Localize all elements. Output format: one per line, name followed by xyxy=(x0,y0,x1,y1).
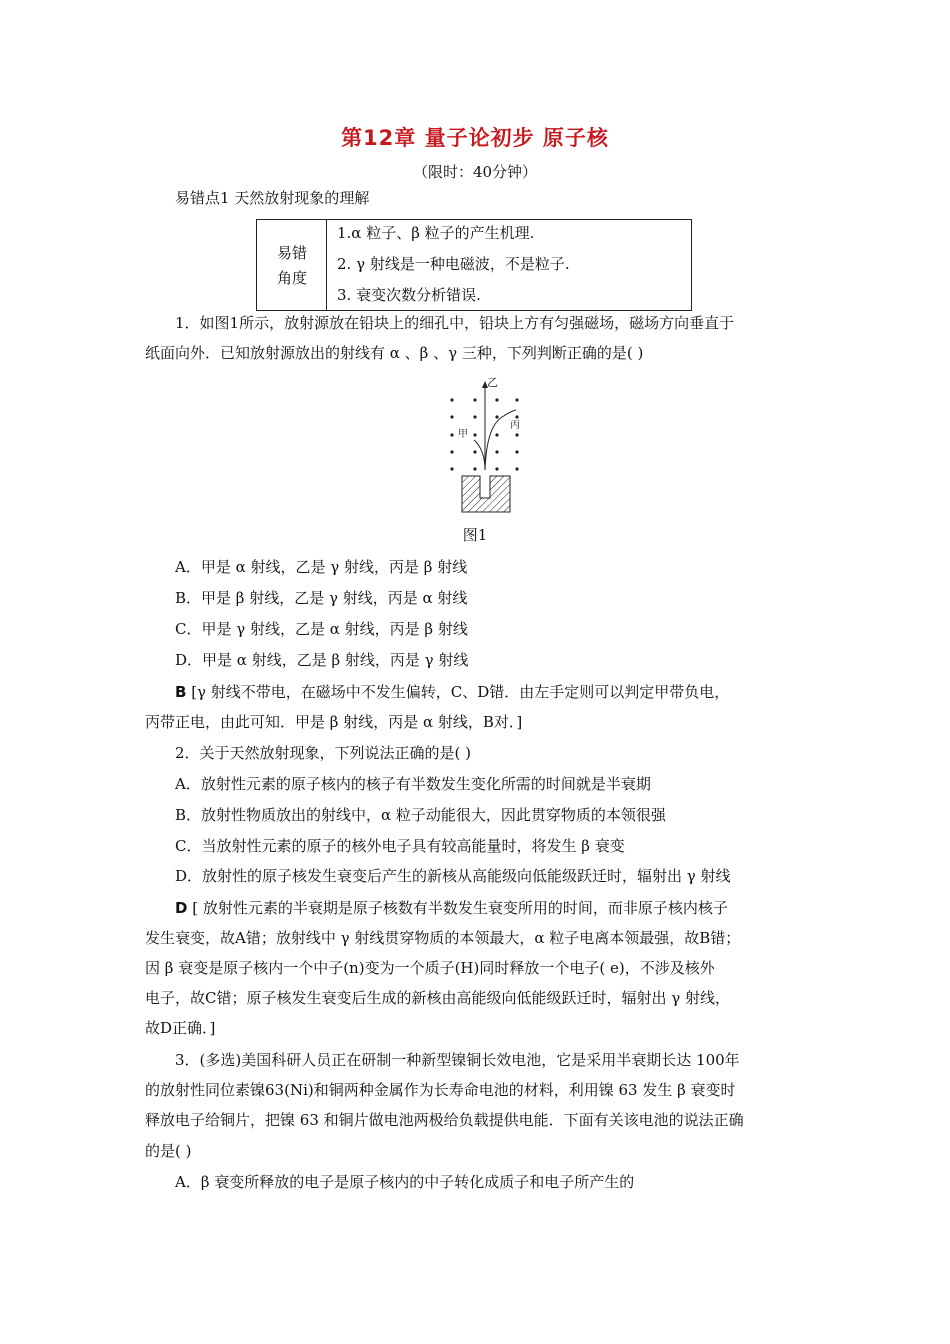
ray-jia xyxy=(474,440,485,470)
table-item: 1.α 粒子、β 粒子的产生机理. xyxy=(337,224,535,242)
q2-option-c: C．当放射性元素的原子的核外电子具有较高能量时，将发生 β 衰变 xyxy=(175,837,625,855)
q2-answer-line4: 电子，故C错；原子核发生衰变后生成的新核由高能级向低能级跃迁时，辐射出 γ 射线， xyxy=(145,989,730,1007)
q2-option-b: B．放射性物质放出的射线中，α 粒子动能很大，因此贯穿物质的本领很强 xyxy=(175,806,666,824)
q3-stem-line4: 的是( ) xyxy=(145,1142,192,1160)
q2-answer-text: [ 放射性元素的半衰期是原子核数有半数发生衰变所用的时间，而非原子核内核子 xyxy=(187,899,728,917)
label-bing: 丙 xyxy=(510,420,520,431)
q3-stem-line1: 3．(多选)美国科研人员正在研制一种新型镍铜长效电池，它是采用半衰期长达 100年 xyxy=(175,1051,740,1069)
q1-stem-line2: 纸面向外．已知放射源放出的射线有 α 、β 、γ 三种，下列判断正确的是( ) xyxy=(145,344,644,362)
table-label-cell xyxy=(257,220,327,310)
section-heading: 易错点1 天然放射现象的理解 xyxy=(175,189,370,207)
q1-answer-letter: B xyxy=(175,683,187,701)
q3-stem-line3: 释放电子给铜片，把镍 63 和铜片做电池两极给负载提供电能．下面有关该电池的说法正确 xyxy=(145,1111,744,1129)
q1-option-b: B．甲是 β 射线，乙是 γ 射线，丙是 α 射线 xyxy=(175,589,468,607)
time-limit: （限时：40分钟） xyxy=(412,163,538,181)
table-label-line2: 角度 xyxy=(276,269,307,287)
q2-option-d: D．放射性的原子核发生衰变后产生的新核从高能级向低能级跃迁时，辐射出 γ 射线 xyxy=(175,867,731,885)
q3-stem-line2: 的放射性同位素镍63(Ni)和铜两种金属作为长寿命电池的材料，利用镍 63 发生 β 衰变时 xyxy=(145,1081,736,1099)
chapter-title: 第12章 量子论初步 原子核 xyxy=(341,126,609,150)
q2-option-a: A．放射性元素的原子核内的核子有半数发生变化所需的时间就是半衰期 xyxy=(175,775,651,793)
q1-stem-line1: 1．如图1所示，放射源放在铅块上的细孔中，铅块上方有匀强磁场，磁场方向垂直于 xyxy=(175,314,735,332)
q2-answer-line3: 因 β 衰变是原子核内一个中子(n)变为一个质子(H)同时释放一个电子( e)，不涉及核外 xyxy=(145,959,715,977)
q2-stem: 2．关于天然放射现象，下列说法正确的是( ) xyxy=(175,744,472,762)
q1-answer-line2: 丙带正电，由此可知．甲是 β 射线，丙是 α 射线，B对．] xyxy=(145,713,523,731)
q1-answer-line1 xyxy=(175,682,729,702)
q1-answer-text: [γ 射线不带电，在磁场中不发生偏转，C、D错．由左手定则可以判定甲带负电， xyxy=(186,683,730,701)
q2-answer-line1 xyxy=(175,898,728,918)
ray-bing xyxy=(485,410,516,470)
error-angle-table xyxy=(256,219,692,311)
table-label-line1: 易错 xyxy=(276,244,307,262)
label-jia: 甲 xyxy=(458,429,468,440)
q1-option-d: D．甲是 α 射线，乙是 β 射线，丙是 γ 射线 xyxy=(175,651,469,669)
magnetic-field-figure xyxy=(440,370,525,520)
table-item: 3. 衰变次数分析错误. xyxy=(337,286,481,304)
q2-answer-line5: 故D正确．] xyxy=(145,1019,216,1037)
label-yi: 乙 xyxy=(487,376,498,389)
table-item: 2. γ 射线是一种电磁波，不是粒子. xyxy=(337,255,570,273)
q3-option-a: A．β 衰变所释放的电子是原子核内的中子转化成质子和电子所产生的 xyxy=(175,1173,635,1191)
q2-answer-line2: 发生衰变，故A错；放射线中 γ 射线贯穿物质的本领最大，α 粒子电离本领最强，故B错； xyxy=(145,929,741,947)
lead-block xyxy=(462,476,510,512)
figure-caption: 图1 xyxy=(462,526,488,544)
q1-option-a: A．甲是 α 射线，乙是 γ 射线，丙是 β 射线 xyxy=(175,558,468,576)
q1-option-c: C．甲是 γ 射线，乙是 α 射线，丙是 β 射线 xyxy=(175,620,468,638)
q2-answer-letter: D xyxy=(175,899,188,917)
